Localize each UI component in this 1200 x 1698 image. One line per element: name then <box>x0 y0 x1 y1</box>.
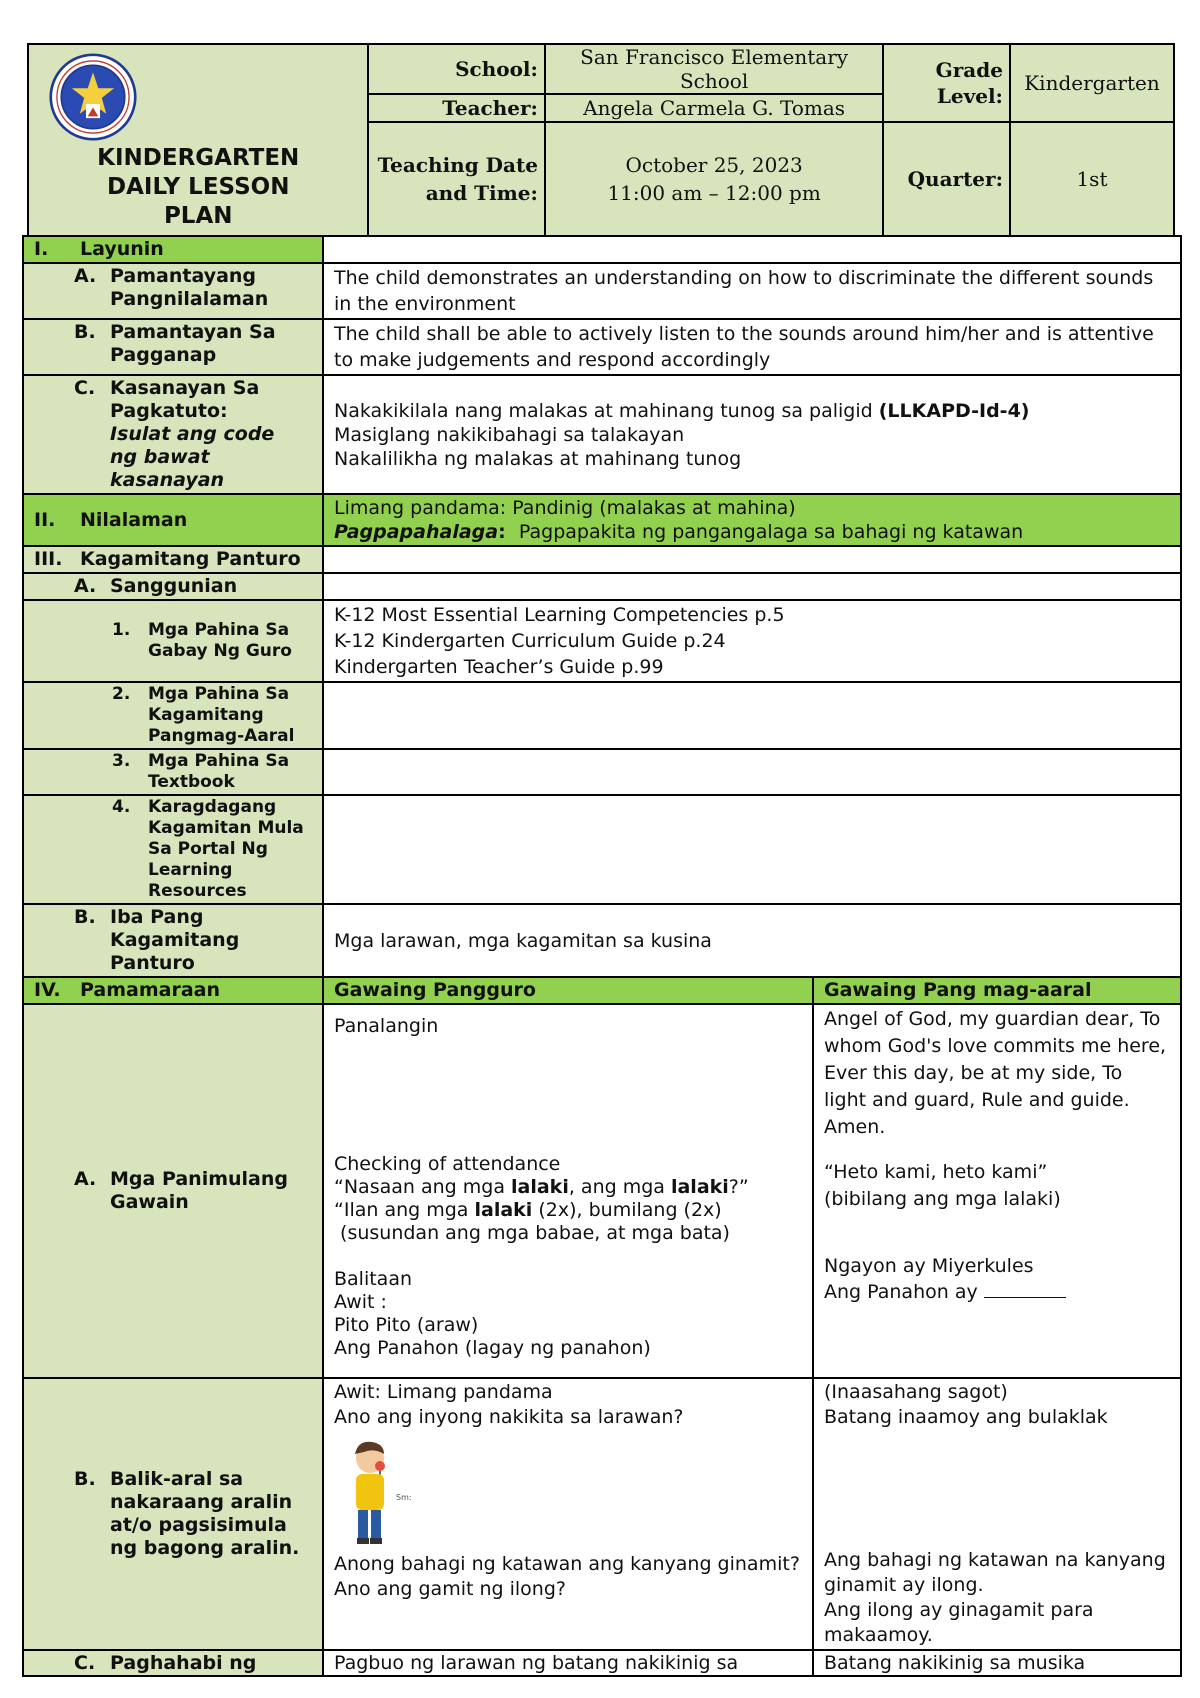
performance-standard-text: The child shall be able to actively listen to the sounds around him/her and is attentive to make judgements and respond accordingly <box>323 319 1181 375</box>
teaching-date-label: Teaching Date and Time: <box>368 122 544 236</box>
lesson-plan-table <box>22 235 1182 1677</box>
label-pamantayang-pangnilalaman: A. Pamantayang Pangnilalaman <box>23 263 323 319</box>
column-header-gawaing-pang-mag-aaral: Gawaing Pang mag-aaral <box>813 977 1181 1004</box>
row-iba-pang-kagamitan <box>23 904 1181 977</box>
row-layunin <box>23 236 1181 263</box>
label-paghahabi: C. Paghahabi ng <box>23 1650 323 1676</box>
teacher-activities-paghahabi: Pagbuo ng larawan ng batang nakikinig sa <box>323 1650 813 1676</box>
learning-competencies: Nakakikilala nang malakas at mahinang tunog sa paligid (LLKAPD-Id-4) Masiglang nakikibahagi sa talakayan Nakalilikha ng malakas at mahinang tunog <box>323 375 1181 494</box>
teacher-activities-balik-aral: Awit: Limang pandama Ano ang inyong nakikita sa larawan? Sm: Anong bahagi ng katawan ang kanyang ginamit? Ano ang gamit ng ilong? <box>323 1378 813 1650</box>
section-label-pamamaraan: IV. Pamamaraan <box>23 977 323 1004</box>
label-gabay-ng-guro: 1. Mga Pahina Sa Gabay Ng Guro <box>23 600 323 682</box>
header-title-cell <box>28 44 368 236</box>
teaching-date-value: October 25, 2023 11:00 am – 12:00 pm <box>545 122 883 236</box>
label-pamantayan-sa-pagganap: B. Pamantayan Sa Pagganap <box>23 319 323 375</box>
label-kagamitang-pangmag-aaral: 2. Mga Pahina Sa Kagamitang Pangmag-Aaral <box>23 682 323 749</box>
label-kasanayan-sa-pagkatuto: C. Kasanayan Sa Pagkatuto: Isulat ang code ng bawat kasanayan <box>23 375 323 494</box>
teacher-label: Teacher: <box>368 94 544 122</box>
row-panimulang-gawain <box>23 1004 1181 1378</box>
label-textbook: 3. Mga Pahina Sa Textbook <box>23 749 323 795</box>
row-pamamaraan <box>23 977 1181 1004</box>
reference-list: K-12 Most Essential Learning Competencies p.5 K-12 Kindergarten Curriculum Guide p.24 Kindergarten Teacher’s Guide p.99 <box>323 600 1181 682</box>
other-materials-text: Mga larawan, mga kagamitan sa kusina <box>323 904 1181 977</box>
teacher-activities-panimula: Panalangin Checking of attendance “Nasaan ang mga lalaki, ang mga lalaki?” “Ilan ang mga lalaki (2x), bumilang (2x) (susundan ang mga babae, at mga bata) Balitaan Awit : Pito Pito (araw) Ang Panahon (lagay ng panahon) <box>323 1004 813 1378</box>
nilalaman-content: Limang pandama: Pandinig (malakas at mahina) Pagpapahalaga: Pagpapakita ng pangangalaga sa bahagi ng katawan <box>323 494 1181 546</box>
label-balik-aral: B. Balik-aral sa nakaraang aralin at/o pagsisimula ng bagong aralin. <box>23 1378 323 1650</box>
section-label-kagamitang-panturo: III. Kagamitang Panturo <box>23 546 323 573</box>
layunin-content <box>323 236 1181 263</box>
learning-resources-content <box>323 795 1181 904</box>
quarter-value: 1st <box>1010 122 1174 236</box>
competency-code: (LLKAPD-Id-4) <box>878 399 1030 422</box>
school-label: School: <box>368 44 544 94</box>
row-gabay-ng-guro <box>23 600 1181 682</box>
grade-level-value: Kindergarten <box>1010 44 1174 122</box>
student-activities-panimula: Angel of God, my guardian dear, To whom God's love commits me here, Ever this day, be at my side, To light and guard, Rule and guide. Amen. “Heto kami, heto kami” (bibilang ang mga lalaki) Ngayon ay Miyerkules Ang Panahon ay <box>813 1004 1181 1378</box>
row-kagamitang-panturo <box>23 546 1181 573</box>
row-textbook <box>23 749 1181 795</box>
label-panimulang-gawain: A. Mga Panimulang Gawain <box>23 1004 323 1378</box>
row-pamantayan-sa-pagganap <box>23 319 1181 375</box>
kagamitang-panturo-content <box>323 546 1181 573</box>
label-learning-resources: 4. Karagdagang Kagamitan Mula Sa Portal Ng Learning Resources <box>23 795 323 904</box>
deped-seal-icon <box>49 53 137 141</box>
label-iba-pang-kagamitan: B. Iba Pang Kagamitang Panturo <box>23 904 323 977</box>
row-kagamitang-pangmag-aaral <box>23 682 1181 749</box>
answer-blank <box>984 1279 1066 1298</box>
row-paghahabi <box>23 1650 1181 1676</box>
sanggunian-content <box>323 573 1181 600</box>
textbook-content <box>323 749 1181 795</box>
teacher-value: Angela Carmela G. Tomas <box>545 94 883 122</box>
row-pamantayang-pangnilalaman <box>23 263 1181 319</box>
row-nilalaman <box>23 494 1181 546</box>
header-table <box>27 43 1175 237</box>
quarter-label: Quarter: <box>883 122 1010 236</box>
section-label-layunin: I. Layunin <box>23 236 323 263</box>
grade-level-label: Grade Level: <box>883 44 1010 122</box>
student-activities-paghahabi: Batang nakikinig sa musika <box>813 1650 1181 1676</box>
kagamitang-pangmag-aaral-content <box>323 682 1181 749</box>
school-value: San Francisco Elementary School <box>545 44 883 94</box>
row-balik-aral <box>23 1378 1181 1650</box>
column-header-gawaing-pangguro: Gawaing Pangguro <box>323 977 813 1004</box>
svg-text:Sm:: Sm: <box>396 1493 412 1502</box>
plan-title: KINDERGARTEN DAILY LESSON PLAN <box>97 145 300 229</box>
row-kasanayan-sa-pagkatuto <box>23 375 1181 494</box>
row-sanggunian <box>23 573 1181 600</box>
student-activities-balik-aral: (Inaasahang sagot) Batang inaamoy ang bulaklak Ang bahagi ng katawan na kanyang ginamit ay ilong. Ang ilong ay ginagamit para makaamoy. <box>813 1378 1181 1650</box>
label-sanggunian: A. Sanggunian <box>23 573 323 600</box>
content-standard-text: The child demonstrates an understanding on how to discriminate the different sounds in the environment <box>323 263 1181 319</box>
section-label-nilalaman: II. Nilalaman <box>23 494 323 546</box>
boy-smelling-flower-icon <box>344 1438 424 1548</box>
row-learning-resources <box>23 795 1181 904</box>
